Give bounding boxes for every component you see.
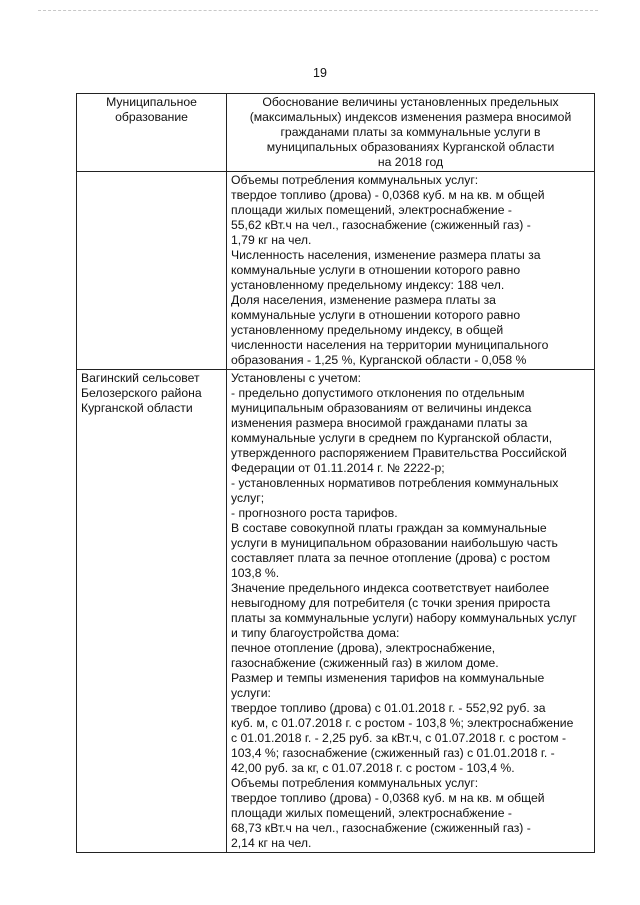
- text-line: коммунальные услуги в среднем по Курганской области,: [231, 431, 553, 445]
- text-line: на 2018 год: [377, 155, 444, 169]
- text-line: Муниципальное: [106, 95, 197, 109]
- text-line: Федерации от 01.11.2014 г. № 2222-р;: [231, 461, 445, 475]
- text-line: услуг;: [231, 491, 265, 505]
- text-line: коммунальные услуги в отношении которого равно: [231, 308, 521, 322]
- text-line: муниципальным образованиям от величины индекса: [231, 401, 532, 415]
- text-line: с 01.01.2018 г. - 2,25 руб. за кВт.ч, с 01.07.2018 г. с ростом -: [231, 731, 567, 745]
- text-line: площади жилых помещений, электроснабжение -: [231, 203, 512, 217]
- table-row: [77, 172, 595, 370]
- text-line: установленному предельному индексу: 188 чел.: [231, 278, 505, 292]
- text-line: Объемы потребления коммунальных услуг:: [231, 173, 479, 187]
- text-line: Размер и темпы изменения тарифов на коммунальные: [231, 671, 545, 685]
- text-line: образование: [115, 110, 188, 124]
- text-line: - установленных нормативов потребления коммунальных: [231, 476, 559, 490]
- text-line: (максимальных) индексов изменения размера вносимой: [249, 110, 572, 124]
- text-line: коммунальные услуги в отношении которого равно: [231, 263, 521, 277]
- header-justification: [227, 94, 595, 172]
- text-line: - предельно допустимого отклонения по отдельным: [231, 386, 525, 400]
- text-line: печное отопление (дрова), электроснабжение,: [231, 641, 496, 655]
- text-line: Белозерского района: [81, 386, 202, 400]
- text-line: - прогнозного роста тарифов.: [231, 506, 398, 520]
- text-line: Установлены с учетом:: [231, 371, 361, 385]
- text-line: Численность населения, изменение размера платы за: [231, 248, 541, 262]
- text-line: Объемы потребления коммунальных услуг:: [231, 776, 479, 790]
- text-line: 2,14 кг на чел.: [231, 836, 312, 850]
- municipality-cell: [77, 172, 227, 370]
- text-line: твердое топливо (дрова) с 01.01.2018 г. - 552,92 руб. за: [231, 701, 546, 715]
- text-line: куб. м, с 01.07.2018 г. с ростом - 103,8 %; электроснабжение: [231, 716, 574, 730]
- text-line: 68,73 кВт.ч на чел., газоснабжение (сжиженный газ) -: [231, 821, 531, 835]
- text-line: 103,4 %; газоснабжение (сжиженный газ) с 01.01.2018 г. -: [231, 746, 555, 760]
- text-line: утвержденного распоряжением Правительства Российской: [231, 446, 567, 460]
- justification-cell: [227, 172, 595, 370]
- justification-cell: [227, 370, 595, 853]
- text-line: Вагинский сельсовет: [81, 371, 200, 385]
- text-line: услуги в муниципальном образовании наибольшую часть: [231, 536, 558, 550]
- text-line: численности населения на территории муниципального: [231, 338, 549, 352]
- scan-edge-line: [38, 10, 598, 11]
- text-line: Доля населения, изменение размера платы за: [231, 293, 496, 307]
- text-line: площади жилых помещений, электроснабжение -: [231, 806, 512, 820]
- text-line: твердое топливо (дрова) - 0,0368 куб. м на кв. м общей: [231, 791, 545, 805]
- text-line: газоснабжение (сжиженный газ) в жилом доме.: [231, 656, 499, 670]
- text-line: 42,00 руб. за кг, с 01.07.2018 г. с ростом - 103,4 %.: [231, 761, 515, 775]
- table-row: [77, 370, 595, 853]
- text-line: Курганской области: [81, 401, 193, 415]
- text-line: 1,79 кг на чел.: [231, 233, 312, 247]
- text-line: и типу благоустройства дома:: [231, 626, 400, 640]
- header-municipality: [77, 94, 227, 172]
- text-line: гражданами платы за коммунальные услуги в: [280, 125, 541, 139]
- tariff-table: [76, 93, 595, 853]
- table-header-row: [77, 94, 595, 172]
- text-line: 55,62 кВт.ч на чел., газоснабжение (сжиженный газ) -: [231, 218, 531, 232]
- text-line: невыгодному для потребителя (с точки зрения прироста: [231, 596, 551, 610]
- text-line: образования - 1,25 %, Курганской области - 0,058 %: [231, 353, 527, 367]
- municipality-cell: [77, 370, 227, 853]
- text-line: установленному предельному индексу, в общей: [231, 323, 504, 337]
- text-line: твердое топливо (дрова) - 0,0368 куб. м на кв. м общей: [231, 188, 545, 202]
- page-number: 19: [313, 66, 327, 80]
- text-line: платы за коммунальные услуги) набору коммунальных услуг: [231, 611, 577, 625]
- text-line: Значение предельного индекса соответствует наиболее: [231, 581, 550, 595]
- text-line: изменения размера вносимой гражданами платы за: [231, 416, 528, 430]
- text-line: 103,8 %.: [231, 566, 280, 580]
- text-line: муниципальных образованиях Курганской области: [266, 140, 555, 154]
- text-line: Обоснование величины установленных предельных: [262, 95, 559, 109]
- text-line: услуги:: [231, 686, 271, 700]
- text-line: составляет плата за печное отопление (дрова) с ростом: [231, 551, 551, 565]
- text-line: В составе совокупной платы граждан за коммунальные: [231, 521, 547, 535]
